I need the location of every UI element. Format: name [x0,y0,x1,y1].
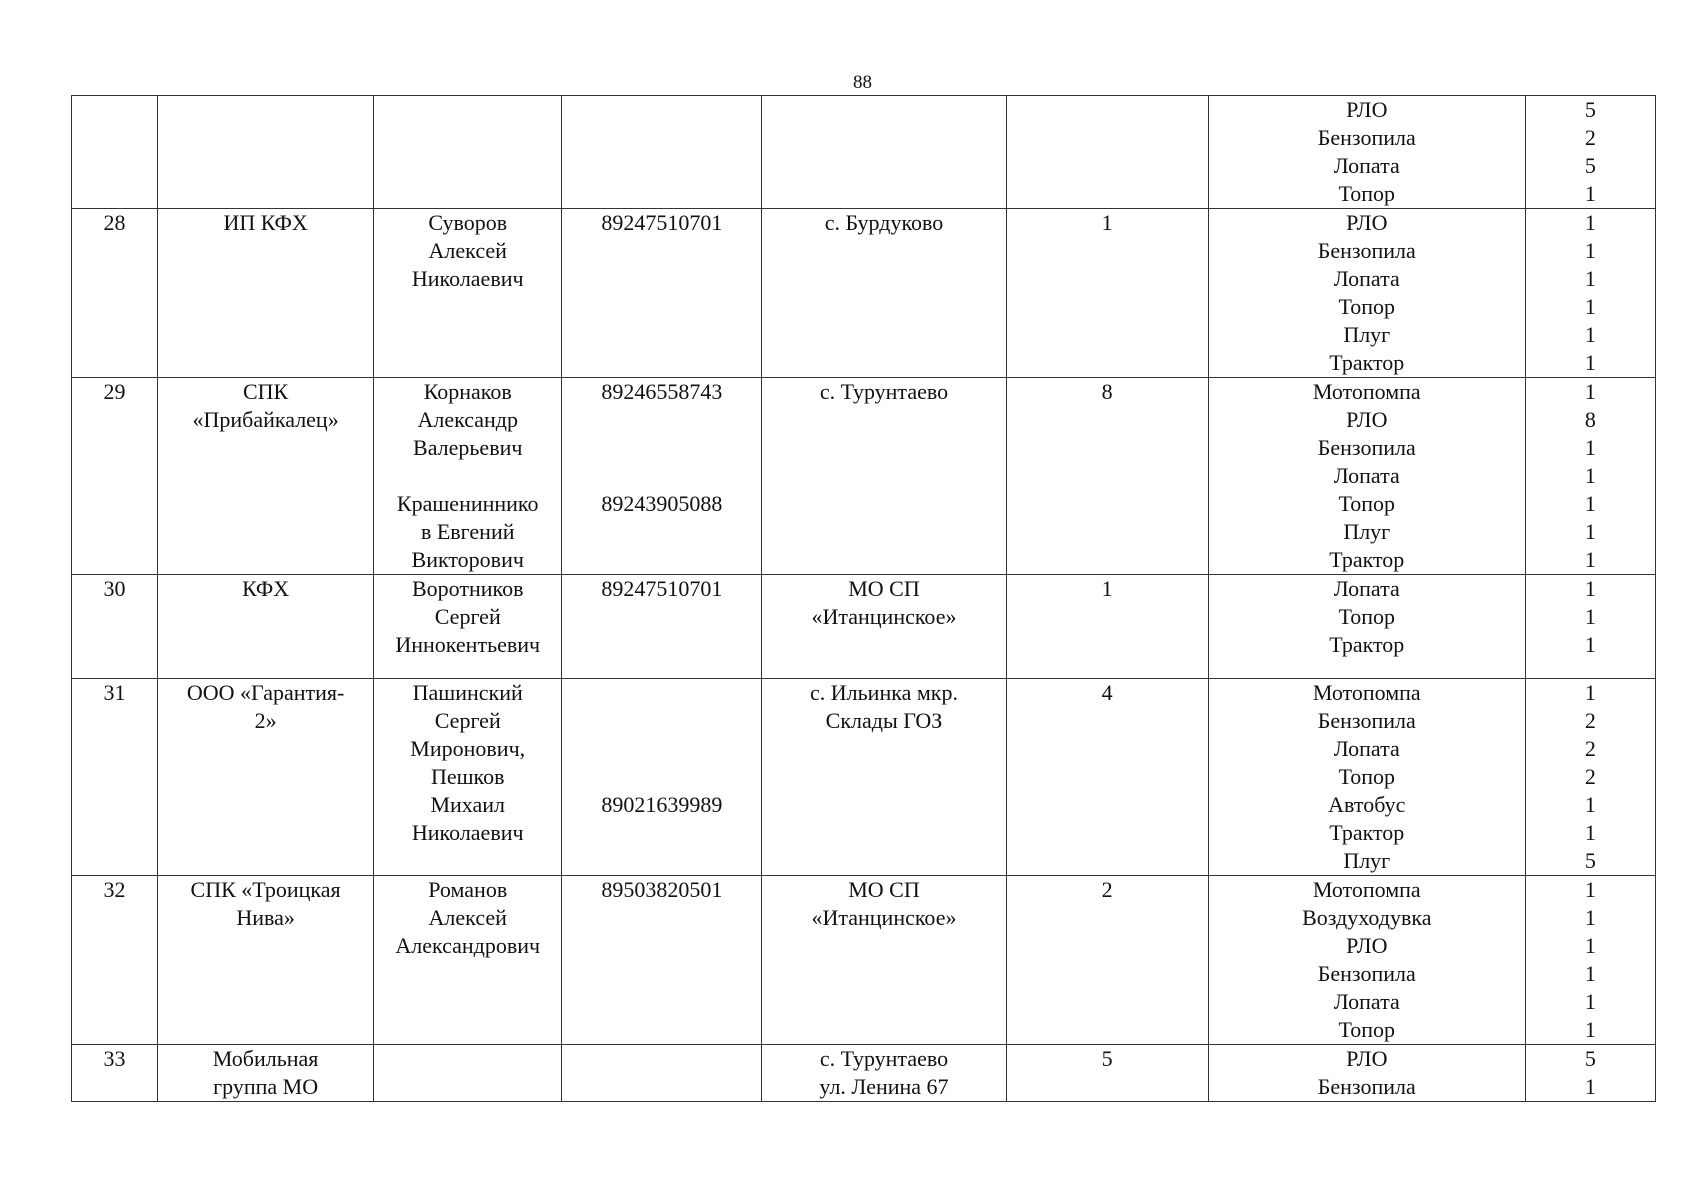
organization-line: СПК [242,379,289,404]
equipment-line: Лопата [1333,266,1400,291]
people-count-line [1007,96,1208,124]
organization-line: СПК «Троицкая [190,877,341,902]
organization-cell [158,209,374,378]
quantity-line: 1 [1584,905,1596,930]
people-count-line: 4 [1101,680,1113,705]
table-row [72,96,1656,209]
people-count-line: 1 [1101,210,1113,235]
contact-person-line: Николаевич [411,820,524,845]
equipment-line: Плуг [1343,322,1391,347]
quantity-line: 5 [1584,153,1596,178]
row-number-line: 32 [103,877,126,902]
equipment-line: Воздуходувка [1302,905,1432,930]
quantity-line: 2 [1584,764,1596,789]
equipment-cell [1208,96,1525,209]
equipment-line: Лопата [1333,153,1400,178]
organization-cell [158,378,374,575]
phone-cell [562,96,762,209]
equipment-cell [1208,209,1525,378]
contact-person-line: Корнаков [423,379,512,404]
people-count-line: 5 [1101,1046,1113,1071]
contact-person-cell [374,378,562,575]
page-number: 88 [853,72,872,93]
organization-line: Нива» [236,905,295,930]
phone-line [562,679,761,707]
quantity-line: 2 [1584,736,1596,761]
row-number-line: 33 [103,1046,126,1071]
equipment-line: Мотопомпа [1312,379,1421,404]
phone-cell [562,679,762,876]
phone-line [562,462,761,490]
quantity-cell [1525,96,1655,209]
row-number-cell [72,679,158,876]
equipment-line: РЛО [1346,97,1388,122]
equipment-line: Топор [1338,764,1396,789]
quantity-line: 1 [1584,632,1596,657]
equipment-line: Лопата [1333,736,1400,761]
row-number-line: 31 [103,680,126,705]
row-number-line: 28 [103,210,126,235]
contact-person-cell [374,679,562,876]
contact-person-line: Суворов [428,210,508,235]
location-cell [762,876,1006,1045]
equipment-line: Трактор [1329,820,1405,845]
quantity-line: 1 [1584,989,1596,1014]
phone-cell [562,1045,762,1102]
contact-person-line: Николаевич [411,266,524,291]
organization-cell [158,1045,374,1102]
people-count-line: 1 [1101,576,1113,601]
phone-line [562,707,761,735]
phone-cell [562,378,762,575]
phone-line: 89503820501 [601,877,723,902]
equipment-line: Плуг [1343,848,1391,873]
people-count-line: 8 [1101,379,1113,404]
contact-person-line: в Евгений [420,519,515,544]
phone-line: 89247510701 [601,576,723,601]
organization-line: ООО «Гарантия- [186,680,345,705]
quantity-line: 1 [1584,547,1596,572]
location-cell [762,209,1006,378]
people-count-cell [1006,378,1208,575]
equipment-line: Лопата [1333,463,1400,488]
row-number-cell [72,575,158,679]
people-count-cell [1006,1045,1208,1102]
contact-person-line: Романов [428,877,508,902]
equipment-line: Бензопила [1317,238,1416,263]
location-line: с. Турунтаево [819,379,949,404]
location-cell [762,1045,1006,1102]
contact-person-line: Воротников [411,576,524,601]
equipment-line: Мотопомпа [1312,877,1421,902]
people-count-cell [1006,209,1208,378]
quantity-line: 2 [1584,125,1596,150]
equipment-line: Трактор [1329,632,1405,657]
phone-line: 89246558743 [601,379,723,404]
table-row [72,378,1656,575]
organization-line: «Прибайкалец» [192,407,339,432]
contact-person-line: Миронович, [410,736,526,761]
quantity-line: 1 [1584,238,1596,263]
location-cell [762,96,1006,209]
contact-person-line: Крашениннико [396,491,539,516]
location-cell [762,378,1006,575]
contact-person-line: Сергей [434,604,501,629]
organization-cell [158,96,374,209]
row-number-line [72,96,157,124]
quantity-line: 8 [1584,407,1596,432]
equipment-line: Лопата [1333,576,1400,601]
table-row [72,679,1656,876]
equipment-line: Трактор [1329,350,1405,375]
row-number-cell [72,209,158,378]
location-cell [762,679,1006,876]
quantity-line: 1 [1584,322,1596,347]
quantity-line: 1 [1584,350,1596,375]
table-row [72,1045,1656,1102]
contact-person-line: Викторович [411,547,524,572]
equipment-line: Бензопила [1317,708,1416,733]
contact-person-line: Михаил [430,792,505,817]
table-row [72,209,1656,378]
people-count-cell [1006,96,1208,209]
equipment-line: Бензопила [1317,435,1416,460]
location-line: с. Бурдуково [824,210,944,235]
contact-person-line: Алексей [428,905,507,930]
contact-person-line: Пешков [430,764,505,789]
quantity-cell [1525,575,1655,679]
row-number-cell [72,1045,158,1102]
equipment-cell [1208,575,1525,679]
quantity-line: 1 [1584,519,1596,544]
quantity-cell [1525,876,1655,1045]
quantity-cell [1525,1045,1655,1102]
quantity-line: 1 [1584,961,1596,986]
organization-line: ИП КФХ [223,210,308,235]
contact-person-line: Алексей [428,238,507,263]
location-line: с. Турунтаево [819,1046,949,1071]
contact-person-cell [374,876,562,1045]
quantity-line: 1 [1584,877,1596,902]
quantity-cell [1525,679,1655,876]
people-count-cell [1006,876,1208,1045]
organization-line: 2» [254,708,277,733]
quantity-line: 5 [1584,97,1596,122]
phone-line: 89247510701 [601,210,723,235]
contact-person-cell [374,1045,562,1102]
phone-line [562,763,761,791]
quantity-line: 1 [1584,435,1596,460]
quantity-line: 5 [1584,1046,1596,1071]
location-line: ул. Ленина 67 [819,1074,949,1099]
organization-cell [158,575,374,679]
equipment-line: Топор [1338,1017,1396,1042]
quantity-line: 1 [1584,379,1596,404]
phone-line: 89021639989 [601,792,723,817]
people-count-cell [1006,679,1208,876]
contact-person-cell [374,209,562,378]
quantity-line: 2 [1584,708,1596,733]
equipment-line: Топор [1338,604,1396,629]
equipment-cell [1208,876,1525,1045]
people-count-line: 2 [1101,877,1113,902]
quantity-line: 5 [1584,848,1596,873]
contact-person-line [374,462,561,490]
phone-cell [562,876,762,1045]
equipment-line: Топор [1338,294,1396,319]
equipment-line: Плуг [1343,519,1391,544]
contact-person-line: Валерьевич [413,435,523,460]
organization-cell [158,679,374,876]
contact-person-cell [374,96,562,209]
organization-line: группа МО [213,1074,319,1099]
quantity-line: 1 [1584,792,1596,817]
table-row [72,575,1656,679]
quantity-cell [1525,209,1655,378]
phone-line [562,735,761,763]
contact-person-line: Александр [417,407,518,432]
quantity-line: 1 [1584,491,1596,516]
quantity-line: 1 [1584,266,1596,291]
quantity-line: 1 [1584,933,1596,958]
location-line: МО СП [848,877,920,902]
equipment-cell [1208,679,1525,876]
organization-line: КФХ [242,576,290,601]
equipment-line: РЛО [1346,933,1388,958]
location-line: «Итанцинское» [811,905,957,930]
quantity-line: 1 [1584,210,1596,235]
location-cell [762,575,1006,679]
equipment-line: РЛО [1346,407,1388,432]
equipment-line: Бензопила [1317,961,1416,986]
quantity-line: 1 [1584,604,1596,629]
equipment-line: РЛО [1346,210,1388,235]
quantity-line: 1 [1584,820,1596,845]
quantity-cell [1525,378,1655,575]
quantity-line: 1 [1584,1074,1596,1099]
row-number-cell [72,378,158,575]
equipment-cell [1208,378,1525,575]
contact-person-cell [374,575,562,679]
phone-line: 89243905088 [601,491,723,516]
people-count-cell [1006,575,1208,679]
equipment-line: Топор [1338,181,1396,206]
location-line: МО СП [848,576,920,601]
contact-person-line: Сергей [434,708,501,733]
quantity-line: 1 [1584,680,1596,705]
phone-cell [562,209,762,378]
equipment-line: Топор [1338,491,1396,516]
phone-line [562,406,761,434]
row-number-cell [72,96,158,209]
equipment-line: Бензопила [1317,1074,1416,1099]
equipment-line: Бензопила [1317,125,1416,150]
equipment-table [71,95,1656,1102]
location-line: Склады ГОЗ [825,708,943,733]
row-number-cell [72,876,158,1045]
equipment-cell [1208,1045,1525,1102]
quantity-line: 1 [1584,576,1596,601]
equipment-line: Лопата [1333,989,1400,1014]
contact-person-line: Александрович [395,933,541,958]
row-number-line: 30 [103,576,126,601]
equipment-line: Мотопомпа [1312,680,1421,705]
quantity-line: 1 [1584,463,1596,488]
quantity-line: 1 [1584,181,1596,206]
equipment-line: Трактор [1329,547,1405,572]
equipment-line: Автобус [1328,792,1406,817]
quantity-line: 1 [1584,294,1596,319]
organization-line: Мобильная [212,1046,319,1071]
contact-person-line: Пашинский [412,680,523,705]
phone-cell [562,575,762,679]
table-row [72,876,1656,1045]
contact-person-line: Иннокентьевич [395,632,541,657]
quantity-line: 1 [1584,1017,1596,1042]
phone-line [562,434,761,462]
equipment-line: РЛО [1346,1046,1388,1071]
organization-cell [158,876,374,1045]
location-line: «Итанцинское» [811,604,957,629]
row-number-line: 29 [103,379,126,404]
location-line: с. Ильинка мкр. [810,680,958,705]
